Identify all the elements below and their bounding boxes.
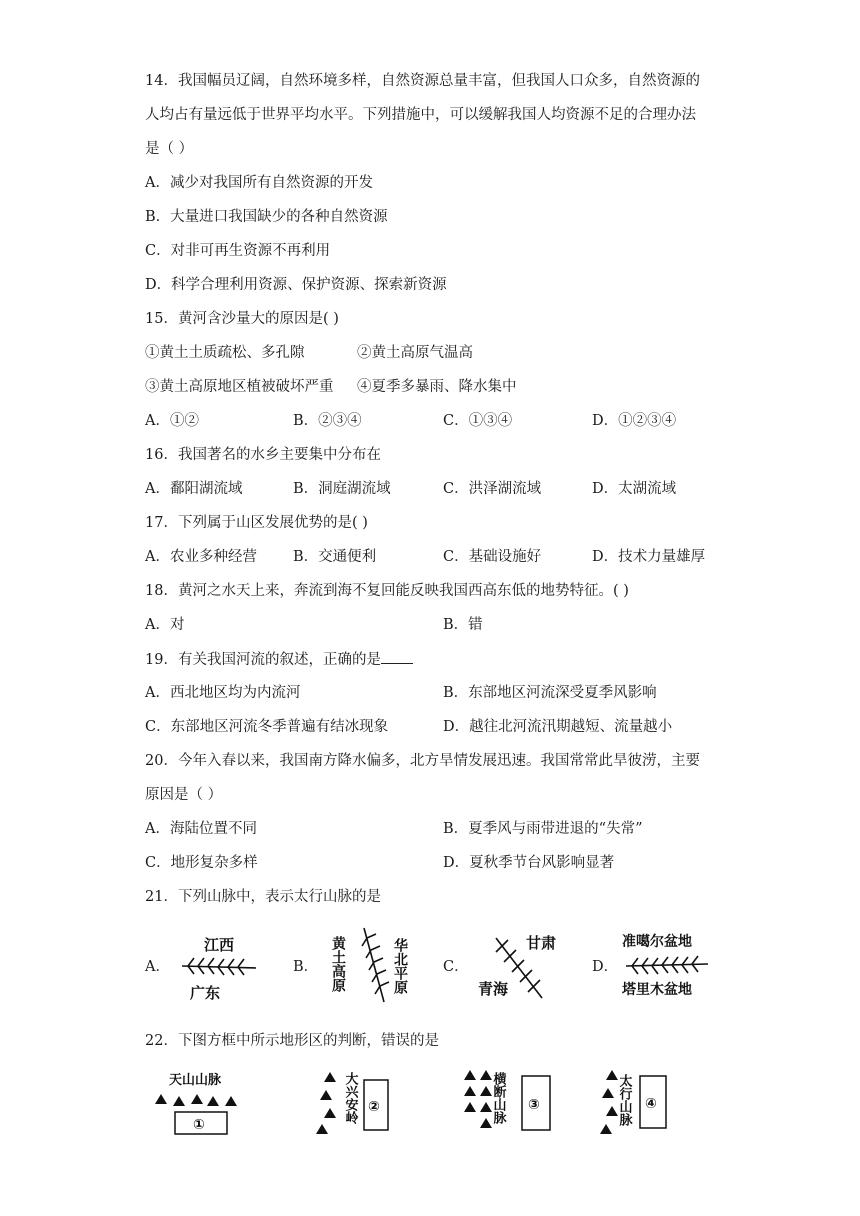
q19-option-a[interactable]: A．西北地区均为内流河 bbox=[145, 685, 301, 701]
q21-figure-b bbox=[318, 918, 428, 1014]
q17-option-a[interactable]: A．农业多种经营 bbox=[145, 549, 257, 565]
svg-text:黄土高原: 黄土高原 bbox=[330, 936, 346, 992]
fig3-box-label: ③ bbox=[528, 1097, 540, 1113]
q20-stem-line1: 20．今年入春以来，我国南方降水偏多，北方旱情发展迅速。我国常常此旱彼涝，主要 bbox=[145, 753, 700, 769]
q21-option-b[interactable]: B． bbox=[293, 959, 319, 975]
q17-stem: 17．下列属于山区发展优势的是( ) bbox=[145, 515, 368, 531]
q21-figure-d bbox=[618, 926, 722, 1006]
q16-option-d[interactable]: D．太湖流域 bbox=[592, 481, 677, 497]
fig-b-label-left bbox=[330, 935, 346, 993]
q15-statement-3: ③黄土高原地区植被破坏严重 bbox=[145, 379, 334, 395]
q15-statement-2: ②黄土高原气温高 bbox=[357, 345, 473, 361]
q18-stem: 18．黄河之水天上来，奔流到海不复回能反映我国西高东低的地势特征。( ) bbox=[145, 583, 629, 599]
q14-option-c[interactable]: C．对非可再生资源不再利用 bbox=[145, 243, 331, 259]
q17-option-b[interactable]: B．交通便利 bbox=[293, 549, 377, 565]
q15-option-d[interactable]: D．①②③④ bbox=[592, 413, 677, 429]
q15-statement-4: ④夏季多暴雨、降水集中 bbox=[357, 379, 517, 395]
q21-option-d[interactable]: D． bbox=[592, 959, 619, 975]
q21-stem: 21．下列山脉中，表示太行山脉的是 bbox=[145, 889, 381, 905]
fig-a-label-bottom: 广东 bbox=[190, 984, 221, 1002]
q21-option-c[interactable]: C． bbox=[443, 959, 469, 975]
q22-figure-4 bbox=[596, 1066, 696, 1146]
fig3-mountain-label: 横断山脉 bbox=[490, 1072, 506, 1124]
mountain-triangles-icon bbox=[155, 1094, 237, 1106]
q21-figure-c bbox=[470, 926, 570, 1006]
answer-blank bbox=[381, 649, 413, 664]
fig2-box-label: ② bbox=[368, 1099, 380, 1115]
fig-d-label-top: 准噶尔盆地 bbox=[622, 934, 692, 950]
q19-option-b[interactable]: B．东部地区河流深受夏季风影响 bbox=[443, 685, 657, 701]
q15-option-c[interactable]: C．①③④ bbox=[443, 413, 513, 429]
q15-option-a[interactable]: A．①② bbox=[145, 413, 199, 429]
q22-figure-1 bbox=[145, 1066, 255, 1142]
fig-a-label-top: 江西 bbox=[204, 936, 235, 954]
mountain-triangles-icon bbox=[316, 1072, 336, 1134]
q17-option-c[interactable]: C．基础设施好 bbox=[443, 549, 542, 565]
fig1-box-label: ① bbox=[193, 1117, 205, 1133]
q20-option-c[interactable]: C．地形复杂多样 bbox=[145, 855, 258, 871]
q20-stem-line2: 原因是（ ） bbox=[145, 787, 223, 803]
q20-option-b[interactable]: B．夏季风与雨带进退的“失常” bbox=[443, 821, 643, 837]
q16-option-b[interactable]: B．洞庭湖流域 bbox=[293, 481, 391, 497]
q22-stem: 22．下图方框中所示地形区的判断，错误的是 bbox=[145, 1033, 439, 1049]
q17-option-d[interactable]: D．技术力量雄厚 bbox=[592, 549, 706, 565]
q14-stem-line1: 14．我国幅员辽阔，自然环境多样，自然资源总量丰富，但我国人口众多，自然资源的 bbox=[145, 73, 700, 89]
mountain-triangles-icon bbox=[464, 1070, 492, 1128]
fig4-box-label: ④ bbox=[645, 1096, 657, 1112]
q14-option-d[interactable]: D．科学合理利用资源、保护资源、探索新资源 bbox=[145, 277, 447, 293]
mountain-triangles-icon bbox=[600, 1070, 618, 1134]
q18-option-a[interactable]: A．对 bbox=[145, 617, 185, 633]
q19-stem bbox=[145, 649, 413, 670]
fig-d-label-bottom: 塔里木盆地 bbox=[622, 982, 692, 998]
mountain-range-icon bbox=[182, 958, 256, 975]
q15-statement-1: ①黄土土质疏松、多孔隙 bbox=[145, 345, 305, 361]
q19-option-c[interactable]: C．东部地区河流冬季普遍有结冰现象 bbox=[145, 719, 389, 735]
q16-stem: 16．我国著名的水乡主要集中分布在 bbox=[145, 447, 381, 463]
fig4-mountain-label: 太行山脉 bbox=[616, 1074, 632, 1126]
q15-stem: 15．黄河含沙量大的原因是( ) bbox=[145, 311, 339, 327]
fig1-mountain-label: 天山山脉 bbox=[169, 1073, 222, 1088]
q16-option-a[interactable]: A．鄱阳湖流域 bbox=[145, 481, 243, 497]
q21-figure-a bbox=[172, 928, 272, 1004]
fig2-mountain-label: 大兴安岭 bbox=[342, 1072, 358, 1124]
q20-option-a[interactable]: A．海陆位置不同 bbox=[145, 821, 257, 837]
q21-option-a[interactable]: A． bbox=[145, 959, 170, 975]
mountain-range-icon bbox=[362, 928, 389, 1002]
fig-c-label-bottom: 青海 bbox=[478, 980, 509, 998]
q19-option-d[interactable]: D．越往北河流汛期越短、流量越小 bbox=[443, 719, 673, 735]
fig-c-label-top: 甘肃 bbox=[526, 934, 557, 952]
q14-option-a[interactable]: A．减少对我国所有自然资源的开发 bbox=[145, 175, 373, 191]
q22-figure-3 bbox=[458, 1066, 558, 1146]
fig-b-label-right: 华北平原 bbox=[392, 938, 408, 994]
q14-stem-line3: 是（ ） bbox=[145, 141, 194, 157]
q20-option-d[interactable]: D．夏秋季节台风影响显著 bbox=[443, 855, 615, 871]
q15-option-b[interactable]: B．②③④ bbox=[293, 413, 362, 429]
q14-option-b[interactable]: B．大量进口我国缺少的各种自然资源 bbox=[145, 209, 388, 225]
q14-stem-line2: 人均占有量远低于世界平均水平。下列措施中，可以缓解我国人均资源不足的合理办法 bbox=[145, 107, 696, 123]
mountain-range-icon bbox=[626, 956, 708, 974]
q18-option-b[interactable]: B．错 bbox=[443, 617, 483, 633]
q16-option-c[interactable]: C．洪泽湖流域 bbox=[443, 481, 542, 497]
q22-figure-2 bbox=[310, 1066, 400, 1146]
q19-stem-text: 19．有关我国河流的叙述，正确的是 bbox=[145, 652, 381, 668]
